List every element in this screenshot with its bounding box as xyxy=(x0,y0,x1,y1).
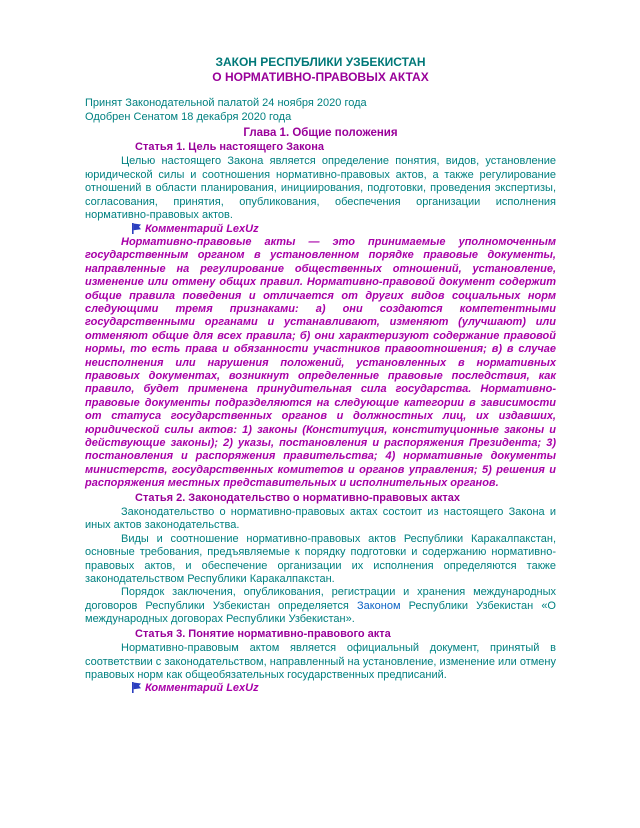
document-title: ЗАКОН РЕСПУБЛИКИ УЗБЕКИСТАН xyxy=(215,55,426,69)
lexuz-comment-header-2 xyxy=(131,682,556,695)
lexuz-comment-text-1: Нормативно-правовые акты — это принимаемые уполномоченным государственным органом в установленном порядке правовые документы, направленные на регулирование общественных отношений, установление, изменение или отмену общих правил. Нормативно-правовой документ содержит общие правила поведения и отличается от других видов социальных норм следующими тремя признаками: а) они создаются компетентными государственными органами и устанавливают, изменяют (улучшают) или отменяют общие для всех правила; б) они характеризуют содержание правовой нормы, то есть права и обязанности участников правоотношения; в) в случае неисполнения или нарушения положений, установленных в нормативных правовых документах, возникнут определенные правовые последствия, как правило, будет применена принудительная сила государства. Нормативно-правовые документы подразделяются на следующие категории в зависимости от статуса государственных органов и должностных лиц, их издавших, юридической силы актов: 1) законы (Конституция, конституционные законы и действующие законы); 2) указы, постановления и распоряжения Президента; 3) постановления и распоряжения правительства; 4) нормативные документы министерств, государственных комитетов и органов управления; 5) решения и распоряжения местных представительных и исполнительных органов. xyxy=(85,235,556,490)
document-subtitle: О НОРМАТИВНО-ПРАВОВЫХ АКТАХ xyxy=(212,69,429,84)
chapter-1-heading: Глава 1. Общие положения xyxy=(243,127,398,140)
article-1-heading: Статья 1. Цель настоящего Закона xyxy=(135,141,324,154)
paragraph-text-before-link: Порядок заключения, опубликования, регистрации и хранения международных договоров Республики Узбекистан определяется xyxy=(85,586,556,612)
adoption-meta-block xyxy=(85,97,556,124)
lexuz-comment-icon[interactable] xyxy=(131,682,142,693)
paragraph-text-after-link: Республики Узбекистан «О международных договорах Республики Узбекистан». xyxy=(85,599,556,626)
lexuz-comment-header-1 xyxy=(131,223,556,236)
article-2-paragraph-2: Виды и соотношение нормативно-правовых актов Республики Каракалпакстан, основные требования, предъявляемые к порядку подготовки и содержанию нормативно-правовых актов, и обеспечение организации их исполнения определяются также законодательством Республики Каракалпакстан. xyxy=(85,532,556,586)
article-2-heading: Статья 2. Законодательство о нормативно-правовых актах xyxy=(135,491,461,504)
lexuz-comment-label: Комментарий LexUz xyxy=(145,682,259,695)
article-3-heading: Статья 3. Понятие нормативно-правового акта xyxy=(135,627,391,640)
law-reference-link[interactable]: Законом xyxy=(356,599,401,612)
lexuz-comment-label: Комментарий LexUz xyxy=(145,222,259,235)
article-1-paragraph-1: Целью настоящего Закона является определение понятия, видов, установление юридической силы и соотношения нормативно-правовых актов, а также регулирование отношений в области планирования, инициирования, подготовки, проведения экспертизы, согласования, принятия, опубликования, обеспечения организации исполнения нормативно-правовых актов. xyxy=(85,155,556,222)
adopted-line: Принят Законодательной палатой 24 ноября 2020 года xyxy=(85,97,367,110)
article-2-paragraph-1: Законодательство о нормативно-правовых актах состоит из настоящего Закона и иных актов законодательства. xyxy=(85,506,556,532)
article-3-paragraph-1: Нормативно-правовым актом является официальный документ, принятый в соответствии с законодательством, направленный на установление, изменение или отмену правовых норм как общеобязательных государственных предписаний. xyxy=(85,642,556,681)
approved-line: Одобрен Сенатом 18 декабря 2020 года xyxy=(85,110,292,123)
article-2-paragraph-3 xyxy=(85,586,556,626)
lexuz-comment-icon[interactable] xyxy=(131,223,142,234)
